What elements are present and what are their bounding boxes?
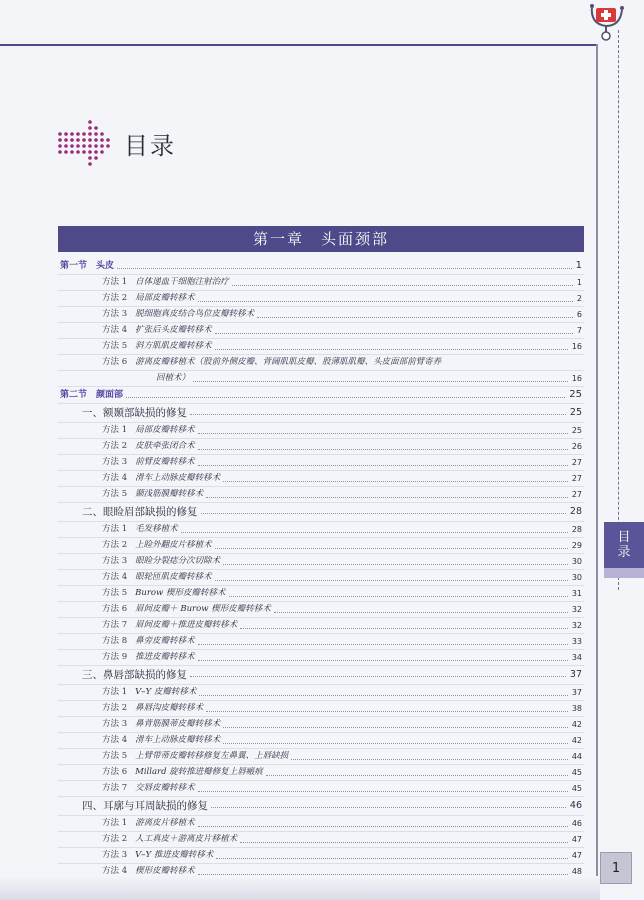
toc-entry-row[interactable] bbox=[58, 439, 584, 455]
toc-subsection-row[interactable] bbox=[58, 666, 584, 685]
method-number: 方法 6 bbox=[102, 357, 128, 367]
toc-entry-label bbox=[102, 816, 195, 831]
dot-leader bbox=[198, 439, 568, 450]
toc-entry-label bbox=[102, 781, 195, 796]
toc-entry-label bbox=[102, 455, 195, 470]
method-title: 人工真皮＋游离皮片移植术 bbox=[135, 834, 238, 844]
toc-entry-label bbox=[102, 323, 212, 338]
margin-dashed-line bbox=[618, 30, 619, 590]
toc-page-number: 30 bbox=[571, 573, 582, 582]
dot-leader bbox=[201, 503, 566, 514]
dot-leader bbox=[240, 832, 568, 843]
toc-page-number: 37 bbox=[571, 688, 582, 697]
subsection-title: 二、眼睑眉部缺损的修复 bbox=[82, 506, 198, 518]
method-number: 方法 8 bbox=[102, 636, 128, 646]
toc-entry-row[interactable] bbox=[58, 423, 584, 439]
toc-page-number: 1 bbox=[576, 278, 582, 287]
method-title: 毛发移植术 bbox=[135, 524, 178, 534]
method-number: 方法 3 bbox=[102, 457, 128, 467]
toc-page-number: 25 bbox=[569, 389, 582, 400]
subsection-title: 一、额颞部缺损的修复 bbox=[82, 407, 187, 419]
margin-rule bbox=[596, 44, 598, 900]
method-number: 方法 5 bbox=[102, 588, 128, 598]
dot-leader bbox=[229, 586, 568, 597]
page-title: 目录 bbox=[124, 132, 176, 160]
method-title: 前臂皮瓣转移术 bbox=[135, 457, 195, 467]
dot-leader bbox=[198, 781, 568, 792]
toc-entry-label bbox=[102, 570, 212, 585]
toc-entry-label bbox=[102, 522, 178, 537]
section-title: 第二节 颜面部 bbox=[60, 390, 124, 400]
method-title: 鼻唇沟皮瓣转移术 bbox=[135, 703, 204, 713]
method-number: 方法 7 bbox=[102, 620, 128, 630]
toc-entry-row[interactable] bbox=[58, 733, 584, 749]
dot-leader bbox=[216, 848, 568, 859]
dot-leader bbox=[199, 685, 568, 696]
toc-page-number: 45 bbox=[571, 768, 582, 777]
toc-entry-label bbox=[102, 291, 195, 306]
toc-entry-label bbox=[102, 355, 441, 370]
toc-page-number: 33 bbox=[571, 637, 582, 646]
toc-page-number: 42 bbox=[571, 720, 582, 729]
toc-page-number: 44 bbox=[571, 752, 582, 761]
toc-entry-label bbox=[102, 733, 220, 748]
toc-entry-row[interactable] bbox=[58, 570, 584, 586]
method-number: 方法 2 bbox=[102, 834, 128, 844]
method-title: 眉间皮瓣＋推进皮瓣转移术 bbox=[135, 620, 238, 630]
method-title: 扩张后头皮瓣转移术 bbox=[135, 325, 212, 335]
dot-leader bbox=[190, 666, 566, 677]
toc-entry-row[interactable] bbox=[58, 848, 584, 864]
dot-leader bbox=[274, 602, 568, 613]
toc-entry-label bbox=[102, 554, 220, 569]
toc-page-number: 7 bbox=[576, 326, 582, 335]
toc-entry-row[interactable] bbox=[58, 487, 584, 503]
method-number: 方法 5 bbox=[102, 751, 128, 761]
method-number: 方法 2 bbox=[102, 703, 128, 713]
method-number: 方法 3 bbox=[102, 309, 128, 319]
toc-page-number: 46 bbox=[571, 819, 582, 828]
toc-page-number: 16 bbox=[571, 374, 582, 383]
toc-page-number: 37 bbox=[569, 669, 582, 680]
toc-entry-row[interactable] bbox=[58, 618, 584, 634]
dot-leader bbox=[206, 701, 568, 712]
stethoscope-icon bbox=[586, 2, 638, 42]
toc-entry-label bbox=[102, 717, 220, 732]
dot-leader bbox=[126, 387, 565, 398]
toc-page-number: 46 bbox=[569, 800, 582, 811]
method-number: 方法 1 bbox=[102, 818, 128, 828]
method-number: 方法 2 bbox=[102, 540, 128, 550]
dot-leader bbox=[266, 765, 568, 776]
dot-leader bbox=[223, 717, 568, 728]
dot-leader bbox=[198, 634, 568, 645]
toc-entry-row[interactable] bbox=[58, 765, 584, 781]
toc-entry-label bbox=[102, 339, 212, 354]
header-rule bbox=[0, 44, 596, 46]
chapter-banner: 第一章 头面颈部 bbox=[58, 226, 584, 252]
method-number: 方法 1 bbox=[102, 277, 128, 287]
toc-entry-label bbox=[102, 701, 203, 716]
method-number: 方法 9 bbox=[102, 652, 128, 662]
toc-entry-label bbox=[102, 487, 203, 502]
toc-page-number: 32 bbox=[571, 605, 582, 614]
toc-entry-row[interactable] bbox=[58, 816, 584, 832]
toc-entry-row[interactable] bbox=[58, 749, 584, 765]
toc-page-number: 27 bbox=[571, 474, 582, 483]
method-number: 方法 3 bbox=[102, 556, 128, 566]
method-number: 方法 2 bbox=[102, 441, 128, 451]
method-title: 滑车上动脉皮瓣转移术 bbox=[135, 473, 221, 483]
toc-entry-row[interactable] bbox=[58, 650, 584, 666]
toc-subsection-row[interactable] bbox=[58, 797, 584, 816]
method-number: 方法 1 bbox=[102, 425, 128, 435]
toc-page-number: 25 bbox=[571, 426, 582, 435]
toc-entry-row[interactable] bbox=[58, 355, 584, 371]
toc-entry-row[interactable] bbox=[58, 339, 584, 355]
subsection-title: 四、耳廓与耳周缺损的修复 bbox=[82, 800, 208, 812]
toc-entry-label bbox=[102, 538, 212, 553]
dot-leader bbox=[198, 864, 568, 875]
toc-page-number: 28 bbox=[571, 525, 582, 534]
method-title: 鼻背筋膜蒂皮瓣转移术 bbox=[135, 719, 221, 729]
method-title: 上睑外翻皮片移植术 bbox=[135, 540, 212, 550]
page-number: 1 bbox=[600, 852, 632, 884]
dot-leader bbox=[257, 307, 573, 318]
method-title: 眉间皮瓣＋ Burow 楔形皮瓣转移术 bbox=[135, 604, 271, 614]
side-tab-char: 录 bbox=[617, 545, 631, 560]
toc-entry-label bbox=[102, 307, 254, 322]
toc-entry-row[interactable] bbox=[58, 307, 584, 323]
table-of-contents bbox=[58, 258, 584, 896]
dot-leader bbox=[190, 404, 566, 415]
method-title: 鼻旁皮瓣转移术 bbox=[135, 636, 195, 646]
method-title: Burow 楔形皮瓣转移术 bbox=[135, 588, 226, 598]
method-number: 方法 6 bbox=[102, 604, 128, 614]
toc-page-number: 30 bbox=[571, 557, 582, 566]
toc-entry-row[interactable] bbox=[58, 554, 584, 570]
toc-entry-label bbox=[102, 439, 195, 454]
subsection-title: 三、鼻唇部缺损的修复 bbox=[82, 669, 187, 681]
method-title: 脱细胞真皮结合鸟位皮瓣转移术 bbox=[135, 309, 255, 319]
method-title: 交唇皮瓣转移术 bbox=[135, 783, 195, 793]
toc-page-number: 27 bbox=[571, 458, 582, 467]
toc-page-number: 1 bbox=[575, 260, 582, 271]
toc-entry-label bbox=[102, 586, 226, 601]
method-title: 颞浅筋膜瓣转移术 bbox=[135, 489, 204, 499]
toc-entry-row[interactable] bbox=[58, 781, 584, 797]
method-title-continued: 回植术） bbox=[156, 373, 191, 383]
method-number: 方法 2 bbox=[102, 293, 128, 303]
toc-entry-row[interactable] bbox=[58, 323, 584, 339]
method-number: 方法 4 bbox=[102, 325, 128, 335]
method-title: V–Y 推进皮瓣转移术 bbox=[135, 850, 214, 860]
method-number: 方法 7 bbox=[102, 783, 128, 793]
toc-entry-label bbox=[102, 848, 213, 863]
method-number: 方法 5 bbox=[102, 489, 128, 499]
dot-leader bbox=[211, 797, 566, 808]
method-title: 滑车上动脉皮瓣转移术 bbox=[135, 735, 221, 745]
side-tab-accent bbox=[604, 568, 644, 578]
toc-entry-row[interactable] bbox=[58, 586, 584, 602]
toc-page-number: 25 bbox=[569, 407, 582, 418]
method-number: 方法 3 bbox=[102, 850, 128, 860]
dot-leader bbox=[215, 570, 568, 581]
dot-leader bbox=[193, 371, 568, 382]
dot-leader bbox=[215, 323, 573, 334]
dot-leader bbox=[291, 749, 568, 760]
toc-entry-row[interactable] bbox=[58, 538, 584, 554]
method-title: 局部皮瓣转移术 bbox=[135, 425, 195, 435]
toc-entry-row[interactable] bbox=[58, 602, 584, 618]
method-title: 斜方肌肌皮瓣转移术 bbox=[135, 341, 212, 351]
toc-entry-row[interactable] bbox=[58, 685, 584, 701]
toc-entry-label bbox=[102, 685, 196, 700]
dot-leader bbox=[232, 275, 573, 286]
method-title: 局部皮瓣转移术 bbox=[135, 293, 195, 303]
dot-leader bbox=[240, 618, 568, 629]
method-title: 游离皮片移植术 bbox=[135, 818, 195, 828]
toc-entry-row[interactable] bbox=[58, 832, 584, 848]
toc-page-number: 16 bbox=[571, 342, 582, 351]
method-number: 方法 4 bbox=[102, 735, 128, 745]
section-title: 第一节 头皮 bbox=[60, 261, 115, 271]
dot-leader bbox=[223, 471, 568, 482]
method-title: 眼睑分裂痣分次切除术 bbox=[135, 556, 221, 566]
dot-leader bbox=[198, 423, 568, 434]
toc-entry-row[interactable] bbox=[58, 371, 584, 387]
method-number: 方法 4 bbox=[102, 572, 128, 582]
toc-page-number: 42 bbox=[571, 736, 582, 745]
toc-page-number: 47 bbox=[571, 835, 582, 844]
method-title: 推进皮瓣转移术 bbox=[135, 652, 195, 662]
toc-page-number: 32 bbox=[571, 621, 582, 630]
toc-entry-label bbox=[102, 618, 237, 633]
toc-entry-row[interactable] bbox=[58, 717, 584, 733]
side-tab-char: 目 bbox=[617, 530, 631, 545]
method-title: 眼轮匝肌皮瓣转移术 bbox=[135, 572, 212, 582]
method-number: 方法 1 bbox=[102, 524, 128, 534]
toc-section-row[interactable] bbox=[58, 258, 584, 275]
toc-subsection-row[interactable] bbox=[58, 404, 584, 423]
toc-page-number: 2 bbox=[576, 294, 582, 303]
toc-entry-label bbox=[102, 423, 195, 438]
toc-page-number: 31 bbox=[571, 589, 582, 598]
method-title: 楔形皮瓣转移术 bbox=[135, 866, 195, 876]
toc-entry-label bbox=[102, 602, 271, 617]
method-title: 皮肤牵张闭合术 bbox=[135, 441, 195, 451]
dot-leader bbox=[223, 554, 568, 565]
method-number: 方法 1 bbox=[102, 687, 128, 697]
toc-entry-row[interactable] bbox=[58, 471, 584, 487]
method-title: Millard 旋转推进瓣修复上唇瘢痕 bbox=[135, 767, 263, 777]
dot-leader bbox=[223, 733, 568, 744]
method-title: 游离皮瓣移植术（股前外侧皮瓣、背阔肌肌皮瓣、股薄肌肌瓣、头皮面部前臂寄养 bbox=[135, 357, 442, 367]
dot-leader bbox=[117, 258, 572, 269]
toc-entry-row[interactable] bbox=[58, 291, 584, 307]
method-number: 方法 4 bbox=[102, 866, 128, 876]
method-number: 方法 4 bbox=[102, 473, 128, 483]
dotted-arrow-icon bbox=[56, 118, 116, 170]
toc-page-number: 34 bbox=[571, 653, 582, 662]
method-number: 方法 3 bbox=[102, 719, 128, 729]
toc-entry-row[interactable] bbox=[58, 701, 584, 717]
dot-leader bbox=[181, 522, 568, 533]
method-number: 方法 6 bbox=[102, 767, 128, 777]
method-title: 自体递血干细胞注射治疗 bbox=[135, 277, 229, 287]
toc-entry-row[interactable] bbox=[58, 634, 584, 650]
toc-entry-label bbox=[102, 634, 195, 649]
toc-page-number: 45 bbox=[571, 784, 582, 793]
toc-page-number: 29 bbox=[571, 541, 582, 550]
toc-entry-label bbox=[102, 832, 237, 847]
toc-subsection-row[interactable] bbox=[58, 503, 584, 522]
method-title: V–Y 皮瓣转移术 bbox=[135, 687, 197, 697]
toc-page-number: 48 bbox=[571, 867, 582, 876]
toc-entry-row[interactable] bbox=[58, 455, 584, 471]
toc-page-number: 6 bbox=[576, 310, 582, 319]
dot-leader bbox=[198, 816, 568, 827]
footer-band bbox=[0, 876, 600, 900]
dot-leader bbox=[198, 650, 568, 661]
toc-section-row[interactable] bbox=[58, 387, 584, 404]
dot-leader bbox=[215, 339, 568, 350]
dot-leader bbox=[215, 538, 568, 549]
toc-entry-label bbox=[102, 275, 229, 290]
toc-entry-row[interactable] bbox=[58, 275, 584, 291]
toc-page-number: 28 bbox=[569, 506, 582, 517]
toc-page-number: 27 bbox=[571, 490, 582, 499]
toc-page-number: 38 bbox=[571, 704, 582, 713]
dot-leader bbox=[198, 455, 568, 466]
toc-entry-label bbox=[102, 650, 195, 665]
toc-page-number: 47 bbox=[571, 851, 582, 860]
method-title: 上臂带蒂皮瓣转移修复左鼻翼、上唇缺损 bbox=[135, 751, 289, 761]
toc-entry-label bbox=[102, 765, 263, 780]
side-tab-contents[interactable] bbox=[604, 522, 644, 568]
toc-entry-label bbox=[102, 471, 220, 486]
toc-entry-label bbox=[102, 749, 288, 764]
toc-page-number: 26 bbox=[571, 442, 582, 451]
dot-leader bbox=[198, 291, 573, 302]
method-number: 方法 5 bbox=[102, 341, 128, 351]
toc-entry-row[interactable] bbox=[58, 522, 584, 538]
dot-leader bbox=[206, 487, 568, 498]
